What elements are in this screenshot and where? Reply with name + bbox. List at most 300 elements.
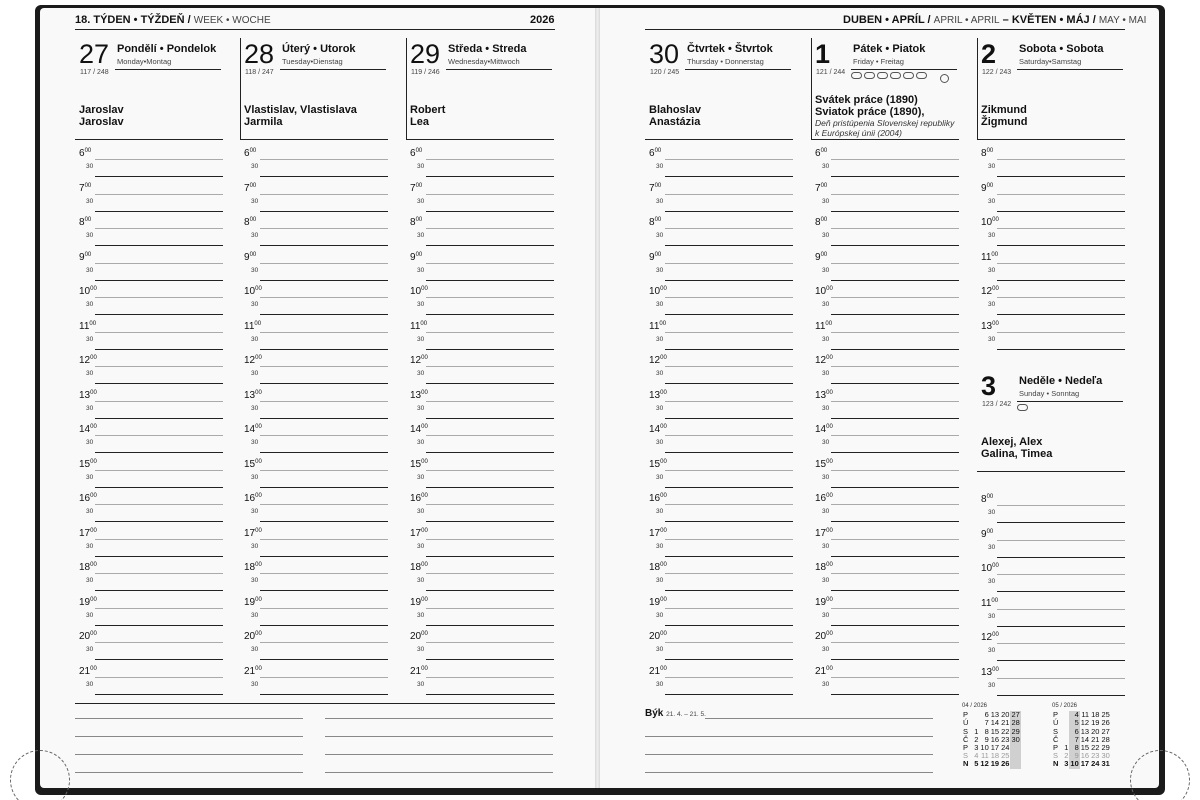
hour-minutes: 00 — [660, 389, 667, 396]
day-name: Neděle • Nedeľa — [1019, 375, 1103, 387]
day-box-30 — [645, 38, 793, 140]
year-label: 2026 — [530, 14, 555, 26]
col-2-half-line — [426, 659, 554, 660]
calendar-day: 12 — [1080, 718, 1090, 728]
note-line — [325, 718, 553, 719]
calendar-day: 14 — [990, 718, 1000, 728]
col-1-half-hour: 30 — [251, 577, 259, 584]
day-box-27 — [75, 38, 223, 140]
hour-minutes: 00 — [654, 217, 662, 223]
holiday-symbol-icon — [916, 72, 927, 79]
col-4-hour — [815, 457, 833, 470]
hour-number: 18 — [244, 562, 256, 573]
holiday-line: Svátek práce (1890) — [815, 94, 918, 106]
col-1-half-hour: 30 — [251, 335, 259, 343]
day-name-translation: Sunday • Sonntag — [1019, 389, 1080, 398]
col-2-half-line — [426, 694, 554, 695]
day-number: 3 — [981, 371, 997, 401]
col-3-half-line — [665, 176, 793, 177]
col-3-hour-line — [665, 539, 793, 540]
hour-number: 8 — [410, 217, 416, 228]
hour-minutes: 00 — [254, 320, 262, 327]
col-saturday-half-hour: 30 — [988, 335, 996, 343]
day-ordinal: 123 / 242 — [982, 401, 1012, 408]
col-4-half-hour: 30 — [822, 611, 830, 619]
col-1-hour-line — [260, 297, 388, 298]
hour-minutes: 00 — [90, 562, 97, 568]
day-box-28 — [240, 38, 388, 140]
calendar-day: 25 — [1101, 710, 1110, 720]
col-0-half-hour: 30 — [86, 542, 94, 550]
hour-minutes: 00 — [249, 217, 257, 223]
col-2-half-hour: 30 — [417, 508, 425, 515]
col-1-hour-line — [260, 470, 388, 471]
hour-number: 12 — [649, 355, 661, 366]
col-3-hour — [649, 491, 667, 504]
day-ordinal: 119 / 246 — [411, 69, 440, 76]
col-2-hour-line — [426, 194, 554, 195]
calendar-day: 24 — [1091, 759, 1100, 769]
calendar-day: 10 — [980, 743, 989, 753]
name-day-line: Žigmund — [981, 116, 1028, 128]
mini-calendar-grid — [1052, 711, 1111, 768]
hour-number: 8 — [244, 217, 250, 228]
hour-number: 12 — [815, 355, 827, 366]
weekday-label: S — [1053, 726, 1059, 736]
col-0-hour — [79, 422, 97, 435]
hour-number: 13 — [815, 389, 827, 401]
hour-number: 16 — [815, 493, 827, 504]
calendar-day: 5 — [1069, 719, 1079, 727]
calendar-day: 22 — [1091, 743, 1100, 753]
col-2-half-line — [426, 280, 554, 281]
name-day — [244, 104, 357, 128]
hour-minutes: 00 — [986, 182, 994, 189]
hour-minutes: 00 — [255, 527, 262, 534]
col-4-hour-line — [831, 435, 959, 436]
hour-minutes: 00 — [421, 424, 428, 430]
col-0-half-hour: 30 — [86, 335, 94, 343]
col-1-half-hour: 30 — [251, 197, 259, 205]
col-1-half-hour: 30 — [251, 646, 259, 653]
col-sunday-hour-line — [997, 643, 1125, 644]
col-0-half-line — [95, 452, 223, 453]
col-1-half-line — [260, 211, 388, 212]
day-number: 28 — [244, 39, 275, 69]
hour-number: 21 — [410, 665, 422, 677]
col-sunday-half-line — [997, 557, 1125, 558]
day-name: Pondělí • Pondelok — [117, 43, 217, 55]
hour-minutes: 00 — [255, 596, 262, 603]
col-2-half-hour: 30 — [417, 266, 425, 274]
col-saturday-hour-line — [997, 263, 1125, 264]
day-name-translation: Thursday • Donnerstag — [687, 57, 764, 66]
col-4-half-hour: 30 — [822, 301, 830, 308]
col-0-hour — [79, 353, 97, 366]
col-4-half-line — [831, 452, 959, 453]
col-4-half-hour: 30 — [822, 335, 830, 343]
hour-number: 15 — [649, 458, 661, 470]
weekday-label: S — [963, 726, 969, 736]
col-saturday-half-line — [997, 245, 1125, 246]
name-day-line: Blahoslav — [649, 104, 701, 116]
hour-number: 6 — [244, 148, 250, 159]
col-saturday-half-hour: 30 — [988, 266, 996, 274]
col-4-half-hour: 30 — [822, 473, 830, 481]
weekday-label: Č — [963, 734, 969, 744]
col-sunday-hour-line — [997, 678, 1125, 679]
hour-number: 13 — [981, 666, 993, 678]
hour-minutes: 00 — [90, 286, 97, 292]
left-header-rule — [75, 29, 555, 30]
col-3-hour — [649, 457, 667, 470]
col-2-half-line — [426, 211, 554, 212]
hour-number: 10 — [244, 286, 256, 297]
hour-number: 6 — [410, 148, 416, 159]
notes-top-rule — [75, 703, 555, 704]
col-1-hour — [244, 629, 262, 642]
col-0-hour — [79, 250, 91, 263]
calendar-day: 19 — [990, 759, 1000, 769]
hour-number: 16 — [649, 493, 661, 504]
calendar-day: 8 — [984, 726, 989, 736]
hour-number: 13 — [410, 389, 422, 401]
col-2-hour — [410, 319, 427, 332]
calendar-day: 2 — [974, 734, 979, 744]
col-4-half-line — [831, 280, 959, 281]
col-3-hour-line — [665, 159, 793, 160]
hour-number: 9 — [981, 528, 987, 540]
col-0-hour — [79, 319, 96, 332]
col-saturday-hour — [981, 250, 998, 263]
calendar-day: 18 — [990, 751, 1000, 761]
col-3-half-hour: 30 — [656, 370, 664, 377]
col-1-hour-line — [260, 332, 388, 333]
hour-number: 11 — [815, 320, 826, 332]
mini-calendar-grid — [962, 711, 1021, 768]
hour-minutes: 00 — [421, 562, 428, 568]
col-0-half-hour: 30 — [86, 577, 94, 584]
col-4-hour — [815, 560, 833, 573]
col-0-half-hour: 30 — [86, 232, 94, 239]
note-line — [645, 754, 933, 755]
col-4-half-hour: 30 — [822, 508, 830, 515]
col-1-hour-line — [260, 159, 388, 160]
col-1-half-line — [260, 590, 388, 591]
calendar-day — [1010, 752, 1020, 760]
col-4-hour — [815, 422, 833, 435]
col-4-half-line — [831, 211, 959, 212]
name-day-line: Zikmund — [981, 104, 1027, 116]
hour-number: 6 — [79, 148, 85, 159]
col-1-half-hour: 30 — [251, 680, 259, 688]
col-3-hour — [649, 629, 667, 642]
weekday-label: N — [963, 759, 969, 769]
col-0-half-hour: 30 — [86, 439, 94, 446]
hour-minutes: 00 — [420, 320, 428, 327]
col-2-hour — [410, 422, 428, 435]
hour-minutes: 00 — [90, 665, 97, 672]
calendar-day: 24 — [1001, 743, 1010, 753]
name-day-line: Lea — [410, 116, 429, 128]
col-sunday-hour — [981, 665, 999, 678]
col-0-half-hour: 30 — [86, 197, 94, 205]
col-3-hour — [649, 250, 661, 263]
col-0-hour — [79, 388, 97, 401]
col-sunday-half-hour: 30 — [988, 647, 996, 654]
hour-minutes: 00 — [90, 596, 97, 603]
month-label-2-translation: MAY • MAI — [1098, 15, 1147, 26]
hour-number: 11 — [244, 320, 255, 332]
hour-number: 21 — [649, 665, 661, 677]
col-1-hour — [244, 457, 262, 470]
hour-number: 19 — [410, 596, 422, 608]
hour-number: 21 — [79, 665, 91, 677]
col-0-half-hour: 30 — [86, 473, 94, 481]
col-4-half-line — [831, 245, 959, 246]
col-0-hour — [79, 491, 97, 504]
col-1-half-hour: 30 — [251, 611, 259, 619]
calendar-day: 19 — [1091, 718, 1100, 728]
col-4-hour-line — [831, 366, 959, 367]
col-4-hour — [815, 250, 827, 263]
col-3-hour-line — [665, 642, 793, 643]
hour-number: 20 — [815, 631, 827, 642]
col-1-half-hour: 30 — [251, 473, 259, 481]
calendar-day: 27 — [1011, 710, 1020, 720]
hour-minutes: 00 — [660, 527, 667, 534]
col-2-hour-line — [426, 470, 554, 471]
col-sunday-half-line — [997, 626, 1125, 627]
calendar-day: 31 — [1101, 759, 1110, 769]
col-2-hour — [410, 250, 422, 263]
calendar-day: 13 — [1080, 726, 1090, 736]
col-1-hour-line — [260, 263, 388, 264]
calendar-day: 1 — [1064, 743, 1069, 753]
hour-minutes: 00 — [660, 493, 667, 499]
col-3-half-hour: 30 — [656, 335, 664, 343]
col-3-half-line — [665, 314, 793, 315]
hour-number: 6 — [815, 148, 821, 159]
col-1-half-hour: 30 — [251, 301, 259, 308]
col-0-half-line — [95, 211, 223, 212]
calendar-day — [970, 711, 979, 719]
holiday-symbol-icon — [877, 72, 888, 79]
col-2-half-hour: 30 — [417, 439, 425, 446]
weekday-label: Ú — [963, 718, 969, 728]
hour-number: 17 — [815, 527, 827, 539]
name-day-line: Vlastislav, Vlastislava — [244, 104, 357, 116]
col-2-hour-line — [426, 297, 554, 298]
col-0-half-line — [95, 349, 223, 350]
col-0-half-line — [95, 245, 223, 246]
weekday-label: P — [1053, 710, 1059, 720]
col-3-half-line — [665, 556, 793, 557]
hour-minutes: 00 — [825, 320, 833, 327]
name-day — [79, 104, 124, 128]
col-2-hour-line — [426, 573, 554, 574]
col-1-hour — [244, 319, 261, 332]
day-name-translation: Saturday•Samstag — [1019, 57, 1082, 66]
col-2-half-hour: 30 — [417, 680, 425, 688]
col-0-half-hour: 30 — [86, 646, 94, 653]
col-sunday-hour-line — [997, 540, 1125, 541]
col-3-hour-line — [665, 470, 793, 471]
calendar-day: 15 — [990, 726, 1000, 736]
hour-minutes: 00 — [659, 320, 667, 327]
col-sunday-hour — [981, 596, 998, 609]
calendar-day — [1010, 760, 1020, 768]
col-2-half-line — [426, 521, 554, 522]
hour-minutes: 00 — [660, 458, 667, 465]
week-label: 18. TÝDEN • TÝŽDEŇ / — [75, 14, 191, 26]
day-ordinal: 122 / 243 — [982, 69, 1012, 76]
col-2-half-line — [426, 314, 554, 315]
col-3-half-hour: 30 — [656, 508, 664, 515]
hour-minutes: 00 — [90, 493, 97, 499]
col-3-half-hour: 30 — [656, 680, 664, 688]
hour-minutes: 00 — [826, 665, 833, 672]
col-2-half-line — [426, 625, 554, 626]
hour-number: 8 — [649, 217, 655, 228]
calendar-day — [1060, 728, 1069, 736]
col-1-hour — [244, 146, 256, 159]
hour-number: 11 — [981, 251, 992, 263]
col-4-half-line — [831, 659, 959, 660]
name-day-line: Anastázia — [649, 116, 701, 128]
col-1-hour-line — [260, 677, 388, 678]
col-sunday-hour — [981, 561, 999, 574]
col-2-hour-line — [426, 401, 554, 402]
name-day-line: Alexej, Alex — [981, 436, 1043, 448]
col-3-half-hour: 30 — [656, 611, 664, 619]
col-3-hour-line — [665, 504, 793, 505]
day-name: Úterý • Utorok — [282, 43, 356, 55]
calendar-day: 14 — [1080, 734, 1090, 744]
calendar-day: 28 — [1011, 718, 1020, 728]
col-3-half-line — [665, 383, 793, 384]
calendar-day: 28 — [1101, 734, 1110, 744]
col-0-hour-line — [95, 401, 223, 402]
col-2-half-hour: 30 — [417, 163, 425, 170]
col-0-hour-line — [95, 297, 223, 298]
calendar-day: 25 — [1001, 751, 1010, 761]
holiday-line: Sviatok práce (1890), — [815, 105, 925, 118]
info-icon — [940, 74, 949, 83]
hour-number: 9 — [79, 251, 85, 263]
hour-number: 6 — [649, 148, 655, 159]
calendar-day: 9 — [1069, 752, 1079, 760]
hour-number: 20 — [410, 631, 422, 642]
col-sunday-hour-line — [997, 574, 1125, 575]
calendar-day: 3 — [1064, 759, 1069, 769]
hour-number: 8 — [981, 148, 987, 159]
calendar-day: 30 — [1101, 751, 1110, 761]
col-1-hour-line — [260, 401, 388, 402]
hour-number: 17 — [410, 527, 422, 539]
hour-minutes: 00 — [660, 424, 667, 430]
hour-number: 14 — [410, 424, 422, 435]
col-4-half-line — [831, 418, 959, 419]
hour-number: 19 — [649, 596, 661, 608]
day-box-2 — [977, 38, 1125, 140]
holiday-symbol-icon — [890, 72, 901, 79]
hour-number: 11 — [79, 320, 90, 332]
col-1-hour — [244, 664, 262, 677]
hour-number: 20 — [79, 631, 91, 642]
col-3-half-hour: 30 — [656, 232, 664, 239]
hour-number: 7 — [79, 182, 85, 194]
col-2-hour — [410, 388, 428, 401]
col-0-hour — [79, 215, 91, 228]
col-1-half-hour: 30 — [251, 370, 259, 377]
hour-minutes: 00 — [826, 562, 833, 568]
hour-minutes: 00 — [421, 286, 428, 292]
col-4-half-hour: 30 — [822, 370, 830, 377]
hour-number: 7 — [649, 182, 655, 194]
col-4-hour — [815, 526, 833, 539]
col-saturday-hour-line — [997, 194, 1125, 195]
hour-minutes: 00 — [421, 458, 428, 465]
col-1-half-line — [260, 383, 388, 384]
calendar-day: 6 — [1069, 728, 1079, 736]
col-0-half-line — [95, 314, 223, 315]
col-2-half-line — [426, 176, 554, 177]
col-1-half-hour: 30 — [251, 439, 259, 446]
calendar-day: 7 — [1069, 736, 1079, 744]
col-0-half-line — [95, 176, 223, 177]
day-box-29 — [406, 38, 554, 140]
hour-minutes: 00 — [90, 355, 97, 361]
hour-number: 9 — [410, 251, 416, 263]
hour-number: 12 — [79, 355, 91, 366]
hour-number: 14 — [79, 424, 91, 435]
hour-number: 10 — [815, 286, 827, 297]
col-saturday-half-line — [997, 314, 1125, 315]
hour-minutes: 00 — [986, 148, 994, 154]
holiday-symbol-icon — [903, 72, 914, 79]
col-1-half-line — [260, 314, 388, 315]
col-3-half-line — [665, 659, 793, 660]
hour-minutes: 00 — [84, 251, 92, 258]
hour-number: 19 — [244, 596, 256, 608]
hour-minutes: 00 — [421, 493, 428, 499]
corner-mark-right — [1130, 750, 1190, 800]
day-number: 1 — [815, 39, 831, 69]
calendar-day: 11 — [1081, 710, 1090, 720]
day-box-1 — [811, 38, 959, 140]
col-4-hour-line — [831, 573, 959, 574]
holiday-note: Deň pristúpenia Slovenskej republiky k Európskej únii (2004) — [815, 118, 955, 138]
col-saturday-half-line — [997, 176, 1125, 177]
hour-number: 7 — [815, 182, 821, 194]
col-1-hour-line — [260, 194, 388, 195]
holiday-symbols — [851, 72, 927, 79]
col-1-hour — [244, 250, 256, 263]
col-1-half-line — [260, 659, 388, 660]
col-3-half-line — [665, 349, 793, 350]
day-name-rule — [1017, 69, 1123, 70]
col-1-half-hour: 30 — [251, 542, 259, 550]
col-3-half-line — [665, 625, 793, 626]
calendar-day: 10 — [1070, 759, 1079, 769]
col-2-hour-line — [426, 677, 554, 678]
weekday-label: N — [1053, 759, 1059, 769]
col-0-hour-line — [95, 194, 223, 195]
col-3-half-hour: 30 — [656, 197, 664, 205]
hour-minutes: 00 — [660, 596, 667, 603]
col-4-half-line — [831, 487, 959, 488]
